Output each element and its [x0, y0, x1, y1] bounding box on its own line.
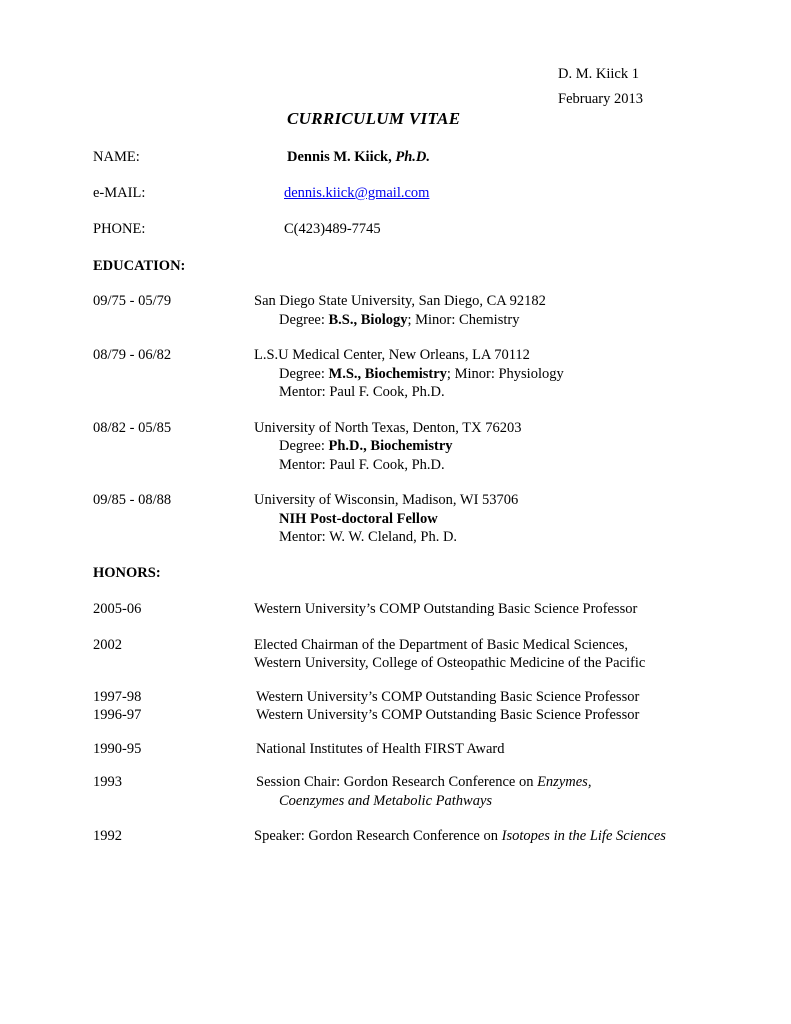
education-dates: 09/75 - 05/79: [93, 293, 172, 309]
education-degree: [279, 365, 564, 383]
honor-year: 1990-95: [93, 741, 142, 757]
honor-text-continued: Western University, College of Osteopathic Medicine of the Pacific: [254, 655, 646, 671]
degree-prefix: Degree:: [279, 438, 329, 454]
honor-year: 2005-06: [93, 601, 142, 617]
name-suffix: Ph.D.: [395, 149, 431, 165]
education-dates: 09/85 - 08/88: [93, 492, 172, 508]
name-text: Dennis M. Kiick,: [287, 149, 392, 165]
education-degree: [279, 437, 453, 455]
honor-year: 1996-97: [93, 707, 142, 723]
education-dates: 08/82 - 05/85: [93, 420, 172, 436]
education-fellowship: NIH Post-doctoral Fellow: [279, 511, 438, 527]
education-mentor: Mentor: Paul F. Cook, Ph.D.: [279, 457, 445, 473]
phone-label: PHONE:: [93, 221, 146, 237]
name-label: NAME:: [93, 149, 140, 165]
honor-year: 1997-98: [93, 689, 142, 705]
honor-text-italic: Isotopes in the Life Sciences: [501, 828, 666, 844]
honor-text: National Institutes of Health FIRST Award: [256, 741, 505, 757]
honor-text-plain: Speaker: Gordon Research Conference on: [254, 828, 502, 844]
honor-text: [254, 827, 666, 845]
education-institution: L.S.U Medical Center, New Orleans, LA 70112: [254, 347, 530, 363]
degree-prefix: Degree:: [279, 366, 329, 382]
degree-name: M.S., Biochemistry: [328, 366, 447, 382]
education-institution: University of Wisconsin, Madison, WI 53706: [254, 492, 519, 508]
honor-text: Elected Chairman of the Department of Basic Medical Sciences,: [254, 637, 629, 653]
degree-suffix: ; Minor: Chemistry: [407, 312, 520, 328]
education-heading: EDUCATION:: [93, 258, 186, 274]
honor-text: Western University’s COMP Outstanding Basic Science Professor: [254, 601, 638, 617]
page-label: D. M. Kiick 1: [558, 66, 639, 82]
education-mentor: Mentor: Paul F. Cook, Ph.D.: [279, 384, 445, 400]
email-link[interactable]: dennis.kiick@gmail.com: [284, 185, 430, 201]
email-label: e-MAIL:: [93, 185, 146, 201]
degree-name: Ph.D., Biochemistry: [328, 438, 453, 454]
honor-year: 2002: [93, 637, 122, 653]
honor-text: Western University’s COMP Outstanding Basic Science Professor: [256, 707, 640, 723]
education-institution: University of North Texas, Denton, TX 76203: [254, 420, 522, 436]
document-date: February 2013: [558, 91, 643, 107]
honor-text-plain: Session Chair: Gordon Research Conference on: [256, 774, 538, 790]
education-mentor: Mentor: W. W. Cleland, Ph. D.: [279, 529, 458, 545]
education-institution: San Diego State University, San Diego, CA 92182: [254, 293, 546, 309]
degree-name: B.S., Biology: [328, 312, 408, 328]
honor-text: Western University’s COMP Outstanding Basic Science Professor: [256, 689, 640, 705]
education-degree: [279, 311, 519, 329]
education-dates: 08/79 - 06/82: [93, 347, 172, 363]
honor-year: 1993: [93, 774, 122, 790]
document-title: CURRICULUM VITAE: [287, 109, 461, 128]
honor-year: 1992: [93, 828, 122, 844]
degree-prefix: Degree:: [279, 312, 329, 328]
honor-text-continued: Coenzymes and Metabolic Pathways: [279, 793, 493, 809]
name-value: [287, 148, 430, 166]
honors-heading: HONORS:: [93, 565, 161, 581]
degree-suffix: ; Minor: Physiology: [446, 366, 564, 382]
honor-text-italic: Enzymes,: [537, 774, 592, 790]
phone-value: C(423)489-7745: [284, 221, 381, 237]
honor-text: [256, 773, 591, 791]
